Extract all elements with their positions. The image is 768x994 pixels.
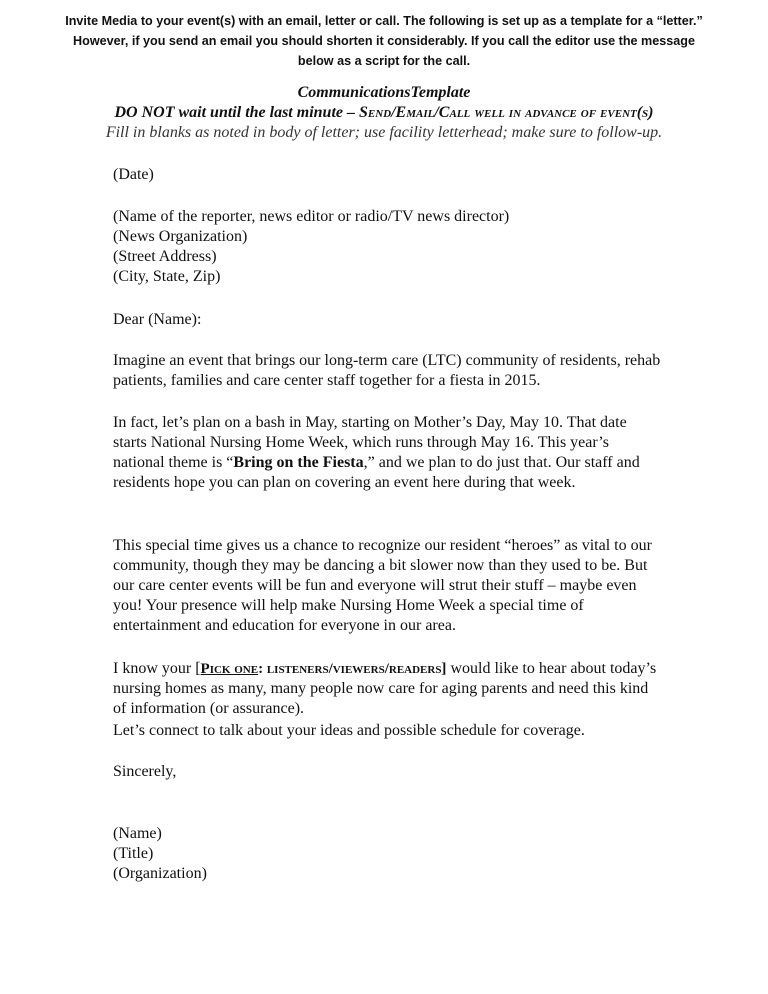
fill-in-note: Fill in blanks as noted in body of letter; use facility letterhead; make sure to follow-up.: [105, 124, 663, 141]
salutation: Dear (Name):: [113, 311, 202, 328]
closing: Sincerely,: [113, 763, 177, 780]
recipient-block: [113, 207, 661, 287]
pick-one-label: Pick one: [200, 661, 259, 677]
audience-options: : listeners/viewers/readers]: [258, 661, 447, 677]
recipient-city: (City, State, Zip): [113, 268, 221, 285]
paragraph-4: [113, 659, 661, 719]
instructions-header: Invite Media to your event(s) with an email, letter or call. The following is set up as a template for a “letter.” However, if you send an email you should shorten it considerably. If you call the editor use the message below as a script for the call.: [65, 14, 703, 68]
recipient-name: (Name of the reporter, news editor or radio/TV news director): [113, 208, 510, 225]
signature-title: (Title): [113, 845, 154, 862]
paragraph-2: [113, 413, 661, 493]
para4-text-b: would like to hear about today’s nursing homes as many, many people now care for aging parents and need this kind of information (or assurance).: [113, 660, 657, 717]
paragraph-5: Let’s connect to talk about your ideas and possible schedule for coverage.: [113, 722, 585, 739]
para2-text-b: ,” and we plan to do just that. Our staff and residents hope you can plan on covering an event here during that week.: [113, 454, 640, 491]
template-heading: CommunicationsTemplate: [297, 84, 471, 101]
paragraph-3: This special time gives us a chance to recognize our resident “heroes” as vital to our community, though they may be dancing a bit slower now than they used to be. But our care center events will be fun and everyone will strut their stuff – maybe even you! Your presence will help make Nursing Home Week a special time of entertainment and education for everyone in our area.: [113, 537, 652, 634]
paragraph-1: Imagine an event that brings our long-term care (LTC) community of residents, rehab patients, families and care center staff together for a fiesta in 2015.: [113, 352, 661, 389]
recipient-street: (Street Address): [113, 248, 217, 265]
warning-lead: DO NOT wait until the last minute –: [114, 104, 359, 121]
template-title-block: [60, 83, 708, 143]
signature-name: (Name): [113, 825, 162, 842]
deadline-warning: [60, 103, 708, 123]
signature-block: [113, 824, 661, 884]
recipient-organization: (News Organization): [113, 228, 248, 245]
warning-caps: Send/Email/Call well in advance of event(s): [358, 104, 654, 121]
signature-organization: (Organization): [113, 865, 207, 882]
para4-text-a: I know your [: [113, 660, 201, 677]
letter-date: (Date): [113, 166, 154, 183]
theme-name: Bring on the Fiesta: [233, 454, 364, 471]
para2-text-a: In fact, let’s plan on a bash in May, starting on Mother’s Day, May 10. That date starts National Nursing Home Week, which runs through May 16. This year’s national theme is “: [113, 414, 627, 471]
